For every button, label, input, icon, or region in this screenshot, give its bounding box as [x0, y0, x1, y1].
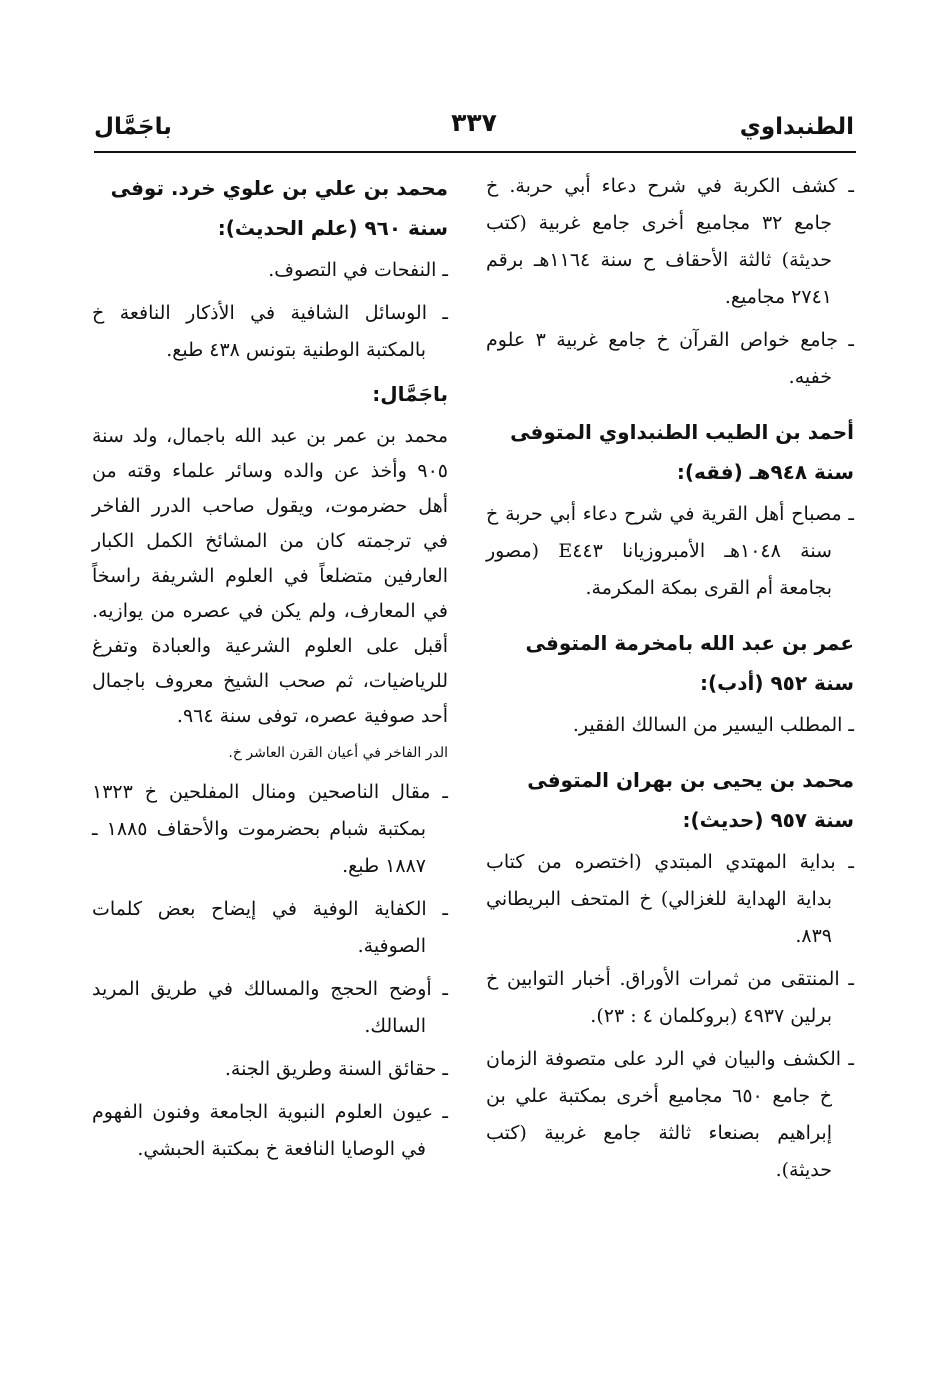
source-citation: الدر الفاخر في أعيان القرن العاشر خ.	[228, 745, 448, 761]
list-item: ـ أوضح الحجج والمسالك في طريق المريد السالك.	[92, 978, 448, 1037]
page-header	[94, 108, 854, 152]
entry-heading: محمد بن علي بن علوي خرد. توفى سنة ٩٦٠ (علم الحديث):	[110, 176, 448, 240]
list-item: ـ المطلب اليسير من السالك الفقير.	[572, 714, 854, 736]
list-item: ـ مصباح أهل القرية في شرح دعاء أبي حربة خ سنة ١٠٤٨هـ الأمبروزيانا E٤٤٣ (مصور بجامعة أم القرى بمكة المكرمة.	[486, 503, 854, 599]
list-item: ـ النفحات في التصوف.	[268, 259, 448, 281]
biography-paragraph: محمد بن عمر بن عبد الله باجمال، ولد سنة ٩٠٥ وأخذ عن والده وسائر علماء وقته من أهل حضرموت، ويقول صاحب الدرر الفاخر في ترجمته كان من المشائخ الكمل الكبار العارفين متضلعاً في العلوم الشريفة راسخاً في المعارف، ولم يكن في عصره من يوازيه. أقبل على العلوم الشرعية والعبادة وتفرغ للرياضيات، ثم صحب الشيخ معروف باجمال أحد صوفية عصره، توفى سنة ٩٦٤.	[92, 425, 448, 727]
list-item: ـ المنتقى من ثمرات الأوراق. أخبار التوابين خ برلين ٤٩٣٧ (بروكلمان ٤ : ٢٣).	[486, 968, 854, 1027]
list-item: ـ عيون العلوم النبوية الجامعة وفنون الفهوم في الوصايا النافعة خ بمكتبة الحبشي.	[92, 1101, 448, 1160]
list-item: ـ كشف الكربة في شرح دعاء أبي حربة. خ جامع ٣٢ مجاميع أخرى جامع غربية (كتب حديثة) ثالثة الأحقاف ح سنة ١١٦٤هـ برقم ٢٧٤١ مجاميع.	[486, 175, 854, 308]
section-title: باجَمَّال:	[372, 382, 448, 406]
running-title-left: باجَمَّال	[94, 114, 172, 140]
list-item: ـ جامع خواص القرآن خ جامع غربية ٣ علوم خفيه.	[486, 329, 855, 388]
list-item: ـ الكشف والبيان في الرد على متصوفة الزمان خ جامع ٦٥٠ مجاميع أخرى بمكتبة علي بن إبراهيم بصنعاء ثالثة جامع غربية (كتب حديثة).	[486, 1048, 854, 1181]
list-item: ـ مقال الناصحين ومنال المفلحين خ ١٣٢٣ بمكتبة شبام بحضرموت والأحقاف ١٨٨٥ ـ ١٨٨٧ طبع.	[92, 781, 448, 877]
list-item: ـ حقائق السنة وطريق الجنة.	[224, 1058, 448, 1080]
right-column	[486, 168, 854, 1195]
list-item: ـ الكفاية الوفية في إيضاح بعض كلمات الصوفية.	[92, 898, 448, 957]
entry-heading: عمر بن عبد الله بامخرمة المتوفى سنة ٩٥٢ (أدب):	[525, 631, 854, 695]
page-number: ٣٣٧	[451, 108, 497, 137]
list-item: ـ بداية المهتدي المبتدي (اختصره من كتاب بداية الهداية للغزالي) خ المتحف البريطاني ٨٣٩.	[486, 851, 854, 947]
left-column	[92, 168, 448, 1174]
entry-heading: محمد بن يحيى بن بهران المتوفى سنة ٩٥٧ (حديث):	[527, 768, 854, 832]
entry-heading: أحمد بن الطيب الطنبداوي المتوفى سنة ٩٤٨هـ (فقه):	[510, 420, 854, 484]
running-title-right: الطنبداوي	[739, 114, 854, 140]
list-item: ـ الوسائل الشافية في الأذكار النافعة خ بالمكتبة الوطنية بتونس ٤٣٨ طبع.	[92, 302, 448, 361]
header-rule	[94, 151, 856, 153]
